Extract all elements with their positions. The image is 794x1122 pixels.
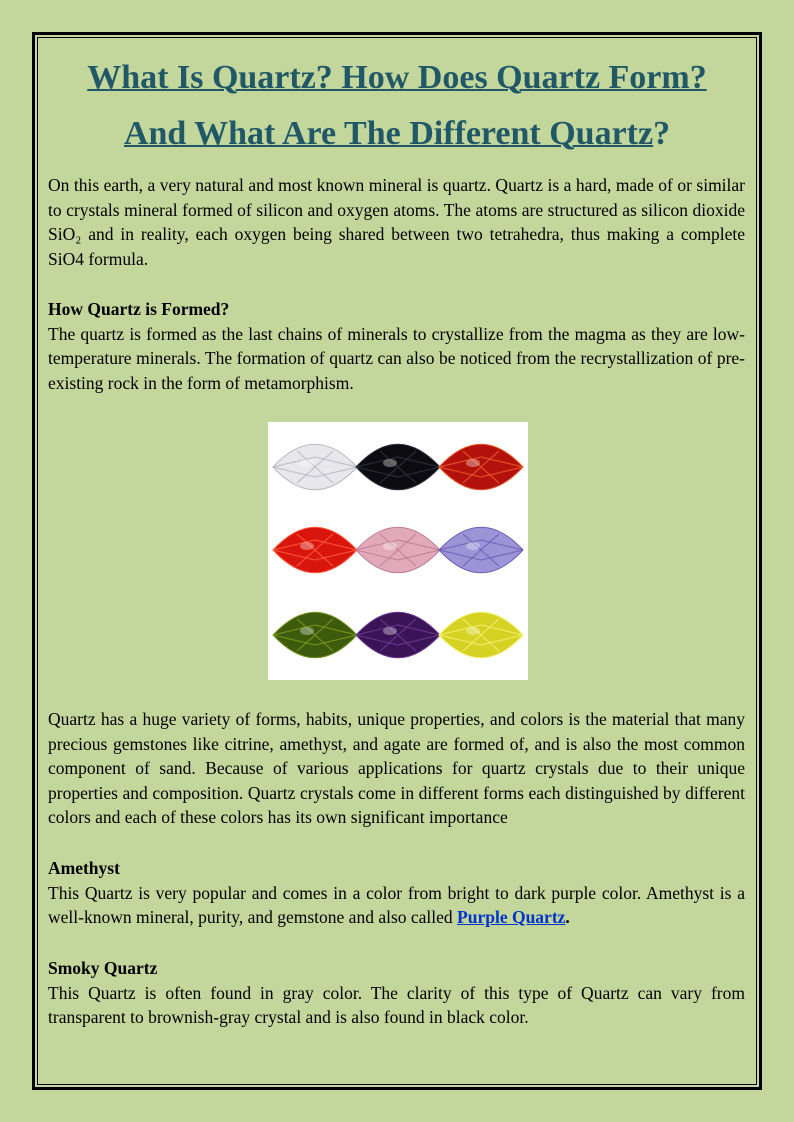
intro-paragraph bbox=[48, 173, 745, 271]
smoky-heading: Smoky Quartz bbox=[48, 958, 158, 978]
gem-5 bbox=[356, 527, 440, 573]
gem-7 bbox=[273, 612, 357, 658]
amethyst-period: . bbox=[565, 907, 570, 927]
gem-6 bbox=[439, 527, 523, 573]
formation-section bbox=[48, 297, 745, 395]
varieties-paragraph: Quartz has a huge variety of forms, habits, unique properties, and colors is the material that many precious gemstones like citrine, amethyst, and agate are formed of, and is also the most common component of sand. Because of various applications for quartz crystals due to their unique properties and composition. Quartz crystals come in different forms each distinguished by different colors and each of these colors has its own significant importance bbox=[48, 709, 745, 827]
formula-subscript: ₂ bbox=[75, 224, 82, 244]
title-line-2: And What Are The Different Quartz bbox=[123, 115, 654, 152]
amethyst-body: This Quartz is very popular and comes in a color from bright to dark purple color. Amethyst is a well-known mineral, purity, and gemstone and also called bbox=[48, 882, 745, 927]
amethyst-heading: Amethyst bbox=[48, 858, 120, 878]
intro-text: On this earth, a very natural and most known mineral is quartz. Quartz is a hard, made of or similar to crystals mineral formed of silicon and oxygen atoms. The atoms are structured as silicon dioxide SiO bbox=[48, 175, 745, 244]
formation-body: The quartz is formed as the last chains of minerals to crystallize from the magma as they are low-temperature minerals. The formation of quartz can also be noticed from the recrystallization of pre-existing rock in the form of metamorphism. bbox=[48, 323, 745, 393]
gem-4 bbox=[273, 527, 357, 573]
purple-quartz-link[interactable]: Purple Quartz bbox=[457, 907, 566, 927]
title-question-mark: ? bbox=[653, 115, 671, 152]
smoky-body: This Quartz is often found in gray color. The clarity of this type of Quartz can vary from transparent to brownish-gray crystal and is also found in black color. bbox=[48, 982, 745, 1027]
title-line-1: What Is Quartz? How Does Quartz Form? bbox=[87, 59, 707, 96]
smoky-section bbox=[48, 956, 745, 1030]
page-title bbox=[48, 50, 746, 162]
gem-9 bbox=[439, 612, 523, 658]
quartz-gems-image bbox=[268, 422, 528, 680]
gem-8 bbox=[356, 612, 440, 658]
gem-3 bbox=[439, 444, 523, 490]
gem-grid bbox=[268, 422, 528, 680]
amethyst-section bbox=[48, 856, 745, 930]
gem-2 bbox=[356, 444, 440, 490]
intro-text-rest: and in reality, each oxygen being shared between two tetrahedra, thus making a complete SiO4 formula. bbox=[48, 224, 745, 269]
gem-1 bbox=[273, 444, 357, 490]
formation-heading: How Quartz is Formed? bbox=[48, 299, 230, 319]
